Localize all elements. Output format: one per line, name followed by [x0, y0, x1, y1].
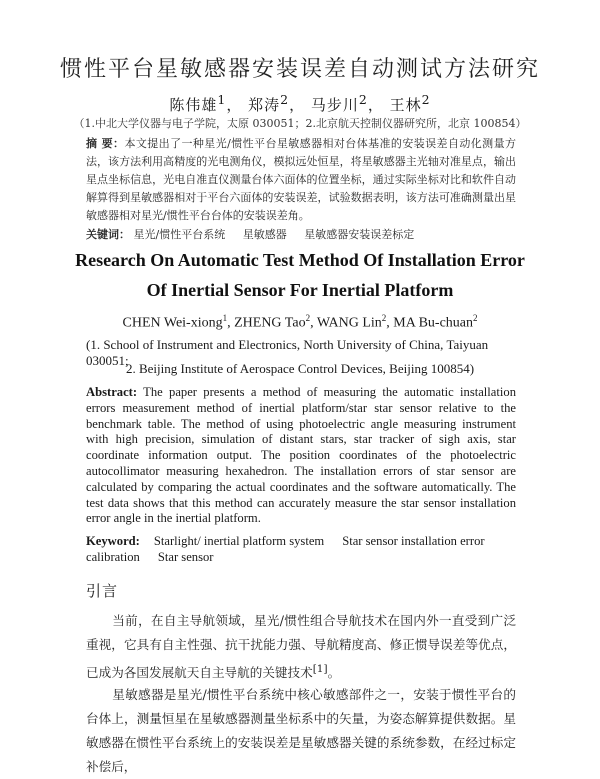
author-sup: 2	[305, 313, 311, 323]
author-name: 王林	[389, 96, 422, 114]
chinese-affiliation: （1.中北大学仪器与电子学院，太原 030051；2.北京航天控制仪器研究所，北京 100854）	[73, 117, 527, 130]
english-title-line1: Research On Automatic Test Method Of Installation Error	[75, 250, 525, 270]
keyword: Star sensor installation error calibration	[86, 534, 485, 564]
author-name: MA Bu-chuan	[393, 315, 473, 331]
chinese-keywords	[86, 226, 516, 242]
author-sup: 1	[217, 92, 227, 107]
paragraph-text: 当前，在自主导航领域，星光/惯性组合导航技术在国内外一直受到广泛重视，它具有自主性强、抗干扰能力强、导航精度高、修正惯导误差等优点，已成为各国发展航天自主导航的关键技术	[86, 613, 516, 681]
paragraph-text: 星敏感器是星光/惯性平台系统中核心敏感部件之一，安装于惯性平台的台体上，测量恒星在星敏感器测量坐标系中的矢量，为姿态解算提供数据。星敏感器在惯性平台系统上的安装误差是星敏感器关键的系统参数，在经过标定补偿后，	[86, 687, 516, 774]
chinese-title: 惯性平台星敏感器安装误差自动测试方法研究	[59, 57, 540, 82]
author-sup: 2	[473, 313, 478, 323]
intro-paragraph-2	[86, 683, 516, 779]
english-keywords-label: Keyword:	[86, 534, 140, 548]
english-abstract-label: Abstract:	[86, 385, 138, 399]
author-sup: 2	[421, 92, 431, 107]
section-heading-introduction: 引言	[86, 582, 119, 600]
author-name: WANG Lin	[316, 315, 382, 331]
keyword: 星敏感器安装误差标定	[304, 228, 415, 241]
author-name: 陈伟雄	[169, 96, 218, 114]
chinese-abstract	[86, 135, 516, 225]
author-name: ZHENG Tao	[234, 315, 306, 331]
keyword: Starlight/ inertial platform system	[153, 534, 325, 548]
chinese-authors: 陈伟雄$^1$， 郑涛$^2$， 马步川$^2$， 王林$^2$	[169, 92, 431, 114]
author-sup: 2	[280, 92, 290, 107]
chinese-abstract-text: 本文提出了一种星光/惯性平台星敏感器相对台体基准的安装误差自动化测量方法，该方法利用高精度的光电测角仪，模拟远处恒星，将星敏感器主光轴对准星点，输出星点坐标信息，光电自准直仪测量台体六面体的位置坐标，通过实际坐标对比和软件自动解算得到星敏感器相对于平台六面体的安装误差，试验数据表明，该方法可准确测量出星敏感器相对星光/惯性平台台体的安装误差角。	[86, 137, 516, 222]
paragraph-text-end: 。	[327, 665, 341, 681]
english-affiliation-line2: 2. Beijing Institute of Aerospace Control Devices, Beijing 100854)	[125, 361, 475, 376]
english-keywords	[86, 533, 516, 565]
author-name: 郑涛	[248, 96, 281, 114]
keyword: Star sensor	[157, 550, 214, 564]
english-abstract-text: The paper presents a method of measuring the automatic installation errors measurement method of inertial platform/star star sensor relative to the benchmark table. The method of using photoelectric angle measuring instrument with high precision, simulation of distant stars, star tracker of sigh axis, star coordinate information output. The position coordinates of the photoelectric autocollimator measuring hexahedron. The installation errors of star sensor are calculated by comparing the actual coordinates and the software automatically. The test data shows that this method can accurately measure the star sensor installation error angle in the inertial platform.	[86, 385, 516, 526]
chinese-abstract-label: 摘 要：	[86, 137, 125, 150]
author-name: CHEN Wei-xiong	[122, 315, 223, 331]
keyword: 星光/惯性平台系统	[133, 228, 226, 241]
author-sup: 2	[358, 92, 368, 107]
author-name: 马步川	[310, 96, 359, 114]
english-title-line2: Of Inertial Sensor For Inertial Platform	[146, 280, 454, 300]
author-sup: 1	[222, 313, 228, 323]
intro-paragraph-1	[86, 609, 516, 685]
english-abstract	[86, 385, 516, 527]
english-authors: CHEN Wei-xiong$^1$, ZHENG Tao$^2$, WANG Lin$^2$, MA Bu-chuan$^2$	[122, 313, 478, 331]
author-sup: 2	[381, 313, 387, 323]
citation-ref: [1]	[312, 663, 328, 675]
english-affiliation-line1: (1. School of Instrument and Electronics, North University of China, Taiyuan 030051;	[86, 337, 489, 368]
chinese-keywords-label: 关键词：	[86, 228, 130, 241]
keyword: 星敏感器	[242, 228, 287, 241]
